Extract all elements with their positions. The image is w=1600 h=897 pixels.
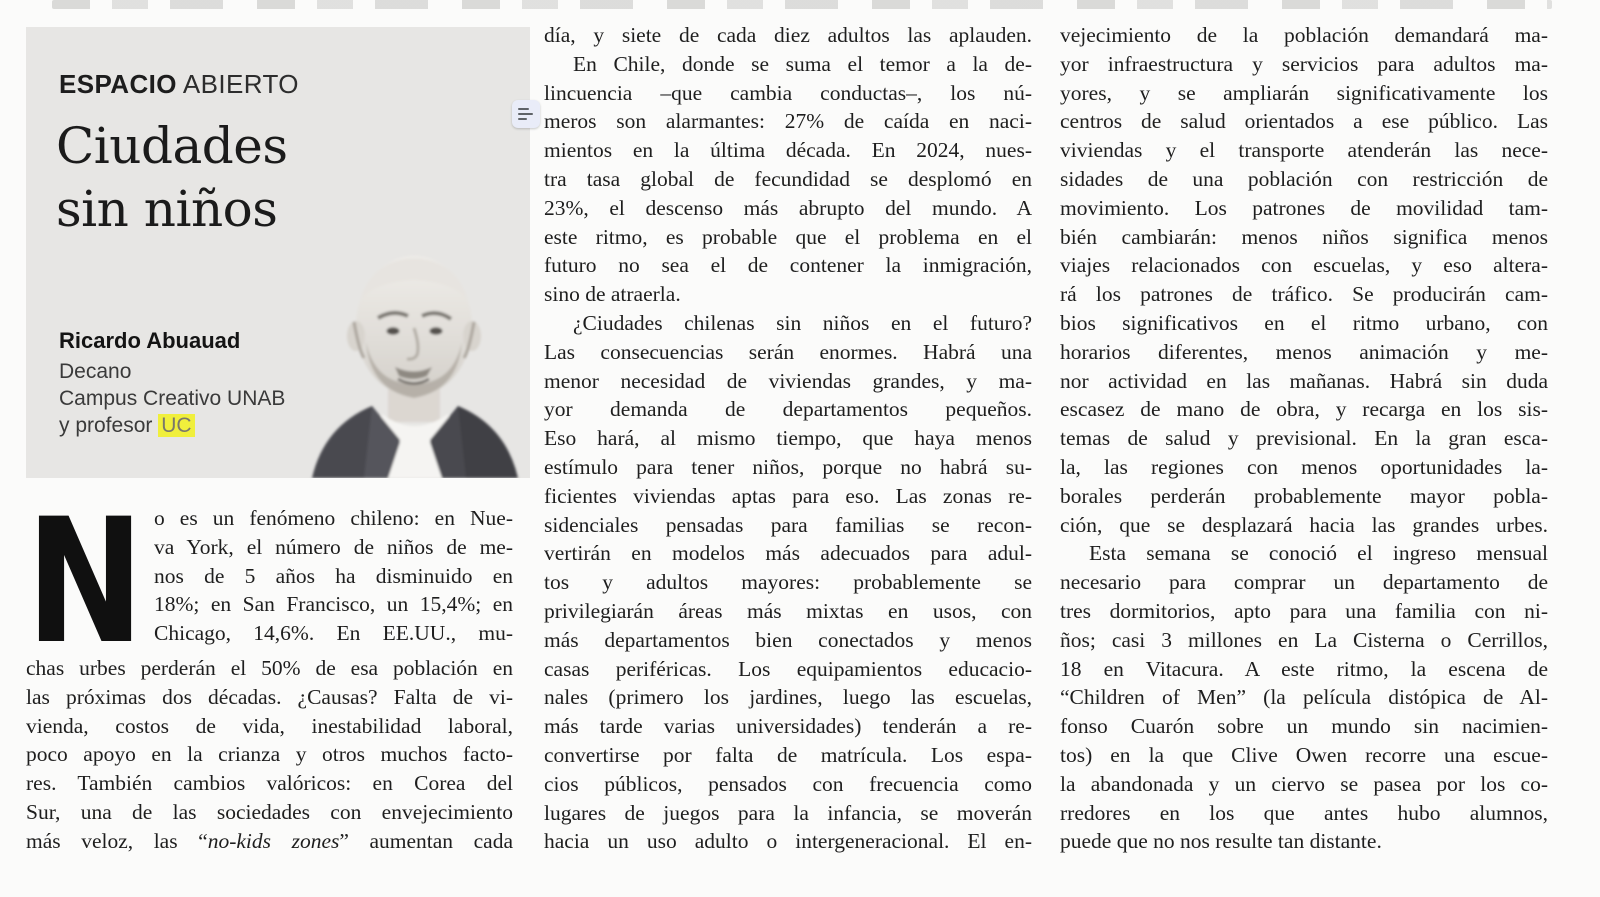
text-line: privilegiarán áreas más mixtas en usos, con	[544, 598, 1032, 623]
text-line: poco apoyo en la crianza y otros muchos facto-	[26, 742, 513, 767]
notes-lines-icon[interactable]	[512, 100, 540, 128]
text-line: mientos en la última década. En 2024, nues-	[544, 138, 1032, 163]
text-line: ción, que se desplazará hacia las grandes urbes.	[1060, 512, 1548, 537]
author-role-2: Campus Creativo UNAB	[59, 387, 286, 410]
text-line: viviendas y el transporte atenderán las nece-	[1060, 138, 1548, 163]
text-line: escasez de mano de obra, y recarga en los sis-	[1060, 397, 1548, 422]
article-title-line1: Ciudades	[56, 117, 288, 175]
text-line: yores, y se ampliarán significativamente los	[1060, 80, 1548, 105]
text-line: ¿Ciudades chilenas sin niños en el futuro?	[573, 310, 1032, 335]
article-title-line2: sin niños	[56, 180, 278, 238]
text-line: la abandonada y un ciervo se pasea por los co-	[1060, 771, 1548, 796]
text-line: ficientes viviendas aptas para eso. Las zonas re-	[544, 483, 1032, 508]
author-portrait	[302, 230, 528, 478]
text-line: futuro no sea el de contener la inmigración,	[544, 253, 1032, 278]
text-line: ños; casi 3 millones en La Cisterna o Cerrillos,	[1060, 627, 1548, 652]
text-line: tres dormitorios, apto para una familia con ni-	[1060, 598, 1548, 623]
text-line: lincuencia –que cambia conductas–, los nú-	[544, 80, 1032, 105]
notes-line-2	[518, 113, 533, 115]
text-line: yor demanda de departamentos pequeños.	[544, 397, 1032, 422]
text-line: horarios diferentes, menos animación y me-	[1060, 339, 1548, 364]
text-line: nos de 5 años ha disminuido en	[154, 563, 513, 588]
text-line: centros de salud orientados a ese público. Las	[1060, 109, 1548, 134]
text-line: temas de salud y previsional. En la gran esca-	[1060, 426, 1548, 451]
text-line: cios públicos, pensados con frecuencia como	[544, 771, 1032, 796]
text-segment: ” aumentan cada	[339, 828, 513, 853]
text-segment: más veloz, las “	[26, 828, 208, 853]
text-line: yor infraestructura y servicios para adultos ma-	[1060, 51, 1548, 76]
text-line: Sur, una de las sociedades con envejecimiento	[26, 799, 513, 824]
text-line: vejecimiento de la población demandará ma-	[1060, 23, 1548, 47]
text-line: puede que no nos resulte tan distante.	[1060, 829, 1382, 854]
text-line: res. También cambios valóricos: en Corea del	[26, 771, 513, 796]
text-line: sidades de una población con restricción de	[1060, 166, 1548, 191]
column-2	[544, 21, 1032, 856]
text-line: Chicago, 14,6%. En EE.UU., mu-	[154, 621, 513, 646]
text-line: nor actividad en las mañanas. Habrá sin duda	[1060, 368, 1548, 393]
text-line: necesario para comprar un departamento de	[1060, 570, 1548, 595]
text-line: va York, el número de niños de me-	[154, 534, 513, 559]
text-line: hacia un uso adulto o intergeneracional. El en-	[544, 829, 1032, 854]
paragraph	[1060, 539, 1548, 856]
text-line: Esta semana se conoció el ingreso mensual	[1089, 541, 1548, 566]
section-kicker-bold: ESPACIO	[59, 69, 177, 99]
paragraph	[1060, 21, 1548, 539]
text-line: bién cambiarán: menos niños significa menos	[1060, 224, 1548, 249]
text-line: estímulo para tener niños, porque no habrá su-	[544, 454, 1032, 479]
text-line: meros son alarmantes: 27% de caída en naci-	[544, 109, 1032, 134]
text-line: tos) en la que Clive Owen recorre una escue-	[1060, 742, 1548, 767]
text-line: casas periféricas. Los equipamientos educacio-	[544, 656, 1032, 681]
author-role-1: Decano	[59, 360, 132, 383]
opinion-header-box	[26, 27, 530, 478]
text-line: Las consecuencias serán enormes. Habrá una	[544, 339, 1032, 364]
text-line: viajes relacionados con escuelas, y eso altera-	[1060, 253, 1548, 278]
section-kicker	[59, 69, 299, 100]
text-line: vienda, costos de vida, inestabilidad laboral,	[26, 713, 513, 738]
text-line: bios significativos en el ritmo urbano, con	[1060, 310, 1548, 335]
author-role-3-text: y profesor	[59, 414, 153, 437]
text-line: o es un fenómeno chileno: en Nue-	[154, 506, 513, 530]
text-line: más tarde varias universidades) tenderán a re-	[544, 714, 1032, 739]
article-title	[56, 115, 288, 241]
paragraph	[26, 654, 513, 856]
author-block	[59, 327, 285, 439]
cropped-text-artifact	[52, 0, 1552, 9]
text-line: más departamentos bien conectados y menos	[544, 627, 1032, 652]
text-line: tra tasa global de fecundidad se desplomó en	[544, 166, 1032, 191]
text-line: borales perderán probablemente mayor pobla-	[1060, 483, 1548, 508]
text-line: movimiento. Los patrones de movilidad tam-	[1060, 195, 1548, 220]
text-line: las próximas dos décadas. ¿Causas? Falta de vi-	[26, 684, 513, 709]
text-line: fonso Cuarón sobre un mundo sin nacimien-	[1060, 714, 1548, 739]
text-line: 18%; en San Francisco, un 15,4%; en	[154, 592, 513, 617]
paragraph	[544, 21, 1032, 50]
text-line: chas urbes perderán el 50% de esa población en	[26, 656, 513, 680]
section-kicker-light: ABIERTO	[182, 69, 299, 99]
text-line: convertirse por falta de matrícula. Los espa-	[544, 742, 1032, 767]
text-line	[26, 827, 513, 856]
text-line: vertirán en modelos más adecuados para adul-	[544, 541, 1032, 566]
text-line: rá los patrones de tráfico. Se producirán cam-	[1060, 282, 1548, 307]
text-line: menor necesidad de viviendas grandes, y ma-	[544, 368, 1032, 393]
text-line: nales (primero los jardines, luego las escuelas,	[544, 685, 1032, 710]
text-line: tos y adultos mayores: probablemente se	[544, 570, 1032, 595]
text-line: sino de atraerla.	[544, 282, 681, 307]
drop-cap: N	[26, 481, 145, 682]
paragraph	[544, 309, 1032, 856]
text-line: “Children of Men” (la película distópica de Al-	[1060, 685, 1548, 710]
text-line: Eso hará, al mismo tiempo, que haya menos	[544, 426, 1032, 451]
dropcap-lines	[154, 504, 513, 654]
author-name: Ricardo Abuauad	[59, 328, 241, 353]
text-line: la, las regiones con menos oportunidades la-	[1060, 454, 1548, 479]
text-line: día, y siete de cada diez adultos las aplauden.	[544, 23, 1032, 47]
text-line: 18 en Vitacura. A este ritmo, la escena de	[1060, 656, 1548, 681]
notes-line-3	[518, 118, 527, 120]
uc-highlight: UC	[158, 414, 194, 437]
text-line: 23%, el descenso más abrupto del mundo. A	[544, 195, 1032, 220]
author-role-3	[59, 412, 285, 439]
paragraph	[544, 50, 1032, 309]
notes-line-1	[518, 108, 529, 110]
column-3	[1060, 21, 1548, 856]
text-line: lugares de juegos para la infancia, se moverán	[544, 800, 1032, 825]
italic-phrase: no-kids zones	[207, 828, 340, 853]
column-1	[26, 481, 513, 856]
text-line: sidenciales pensadas para familias se recon-	[544, 512, 1032, 537]
text-line: rredores en los que antes hubo alumnos,	[1060, 800, 1548, 825]
text-line: este ritmo, es probable que el problema en el	[544, 224, 1032, 249]
text-line: En Chile, donde se suma el temor a la de-	[573, 51, 1032, 76]
